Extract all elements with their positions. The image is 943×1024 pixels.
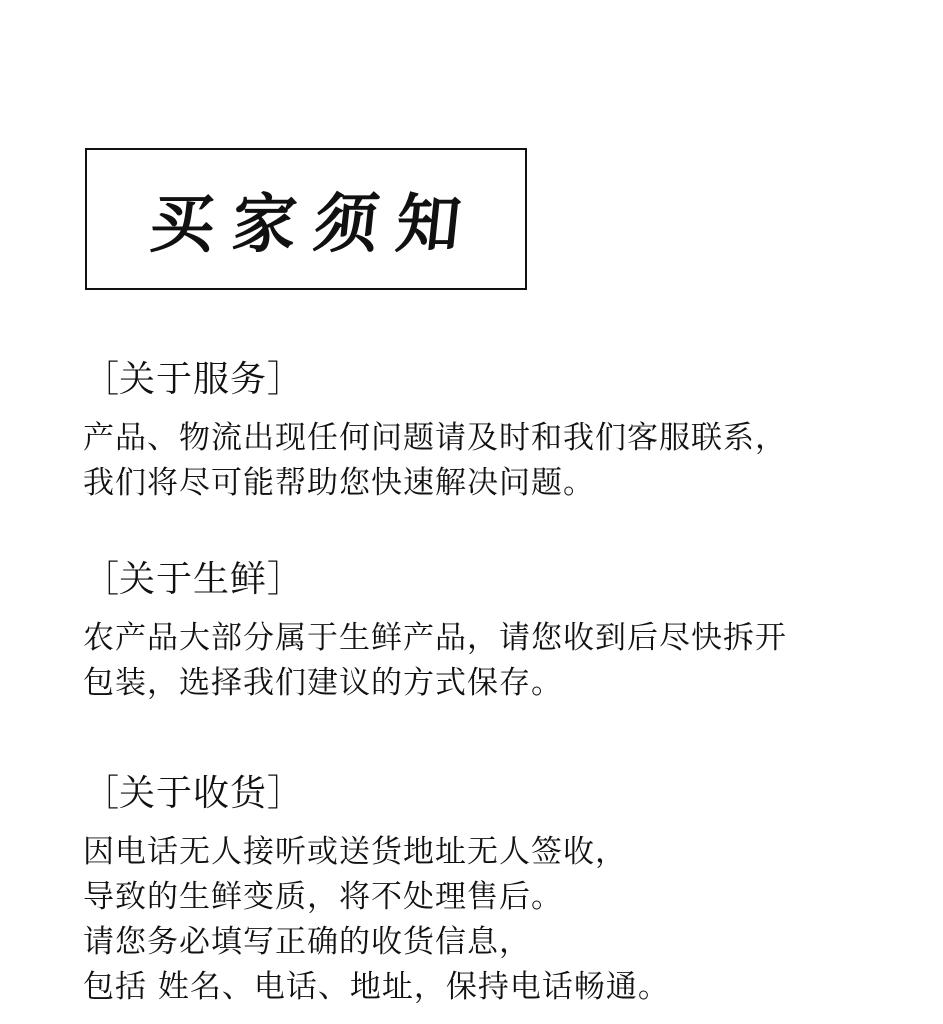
heading-bracket-open: ［ [83,559,120,600]
section-text-line: 包括 姓名、电话、地址，保持电话畅通。 [83,969,670,1005]
section-text-line: 包装，选择我们建议的方式保存。 [83,665,563,701]
section-heading-delivery [83,772,670,816]
section-service [83,358,787,506]
heading-bracket-close: ］ [267,559,304,600]
heading-label: 关于服务 [119,359,268,400]
section-heading-fresh [83,558,787,602]
section-text-line: 产品、物流出现任何问题请及时和我们客服联系， [83,420,787,456]
section-heading-service [83,358,787,402]
heading-bracket-close: ］ [267,359,304,400]
heading-bracket-close: ］ [267,773,304,814]
section-text-line: 农产品大部分属于生鲜产品，请您收到后尽快拆开 [83,620,787,656]
section-fresh [83,558,787,706]
page-title: 买家须知 [146,187,483,262]
heading-bracket-open: ［ [83,773,120,814]
section-text-line: 导致的生鲜变质，将不处理售后。 [83,879,563,915]
section-text-line: 请您务必填写正确的收货信息， [83,924,531,960]
heading-label: 关于生鲜 [119,559,268,600]
section-delivery [83,772,670,1010]
section-text-line: 我们将尽可能帮助您快速解决问题。 [83,465,595,501]
heading-bracket-open: ［ [83,359,120,400]
section-text-line: 因电话无人接听或送货地址无人签收， [83,834,627,870]
heading-label: 关于收货 [119,773,268,814]
title-box [85,148,527,290]
